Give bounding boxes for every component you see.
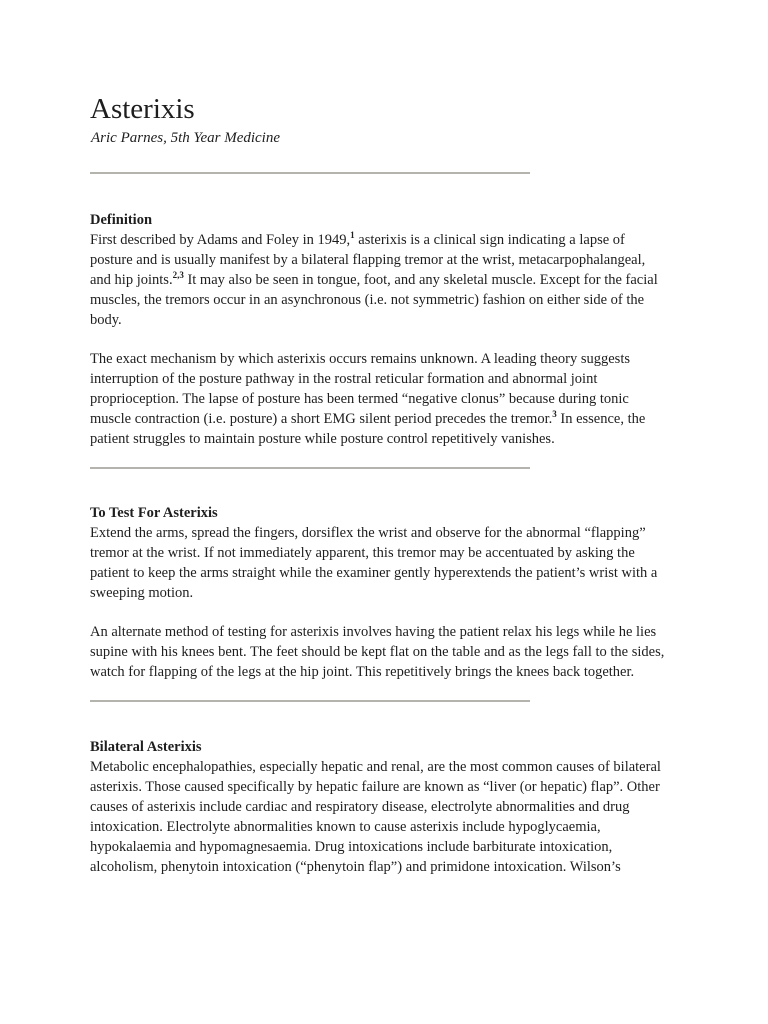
section-divider xyxy=(90,172,530,174)
paragraph: First described by Adams and Foley in 1949,$^1$ asterixis is a clinical sign indicating a lapse of posture and is usually manifest by a bilateral flapping tremor at the wrist, metacarpophalangeal, and hip joints.$^{2,3}$ It may also be seen in tongue, foot, and any skeletal muscle. Except for the facial muscles, the tremors occur in an asynchronous (i.e. not symmetric) fashion on either side of the body. xyxy=(90,230,658,328)
section-heading: Bilateral Asterixis xyxy=(90,739,202,755)
paragraph: Metabolic encephalopathies, especially hepatic and renal, are the most common causes of bilateral asterixis. Those caused specifically by hepatic failure are known as “liver (or hepatic) flap”. Other causes of asterixis include cardiac and respiratory disease, electrolyte abnormalities and drug intoxication. Electrolyte abnormalities known to cause asterixis include hypoglycaemia, hypokalaemia and hypomagnesaemia. Drug intoxications include barbiturate intoxication, alcoholism, phenytoin intoxication (“phenytoin flap”) and primidone intoxication. Wilson’s xyxy=(90,759,661,875)
paragraph: An alternate method of testing for asterixis involves having the patient relax his legs while he lies supine with his knees bent. The feet should be kept flat on the table and as the legs fall to the sides, watch for flapping of the legs at the hip joint. This repetitively brings the knees back together. xyxy=(90,624,665,680)
paragraph: Extend the arms, spread the fingers, dorsiflex the wrist and observe for the abnormal “flapping” tremor at the wrist. If not immediately apparent, this tremor may be accentuated by asking the patient to keep the arms straight while the examiner gently hyperextends the patient’s wrist with a sweeping motion. xyxy=(90,525,658,601)
citation-ref: 1 xyxy=(350,230,355,240)
author-byline: Aric Parnes, 5th Year Medicine xyxy=(91,130,281,146)
document-title: Asterixis xyxy=(90,93,195,125)
section-test xyxy=(90,503,666,682)
section-bilateral xyxy=(90,737,666,877)
section-heading: To Test For Asterixis xyxy=(90,505,218,521)
section-definition xyxy=(90,210,666,449)
section-heading: Definition xyxy=(90,212,153,228)
section-divider xyxy=(90,700,530,702)
citation-ref: 2,3 xyxy=(172,270,184,280)
paragraph: The exact mechanism by which asterixis occurs remains unknown. A leading theory suggests interruption of the posture pathway in the rostral reticular formation and abnormal joint proprioception. The lapse of posture has been termed “negative clonus” because during tonic muscle contraction (i.e. posture) a short EMG silent period precedes the tremor.$^3$ In essence, the patient struggles to maintain posture while posture control repetitively vanishes. xyxy=(90,351,646,447)
section-divider xyxy=(90,467,530,469)
citation-ref: 3 xyxy=(552,409,557,419)
